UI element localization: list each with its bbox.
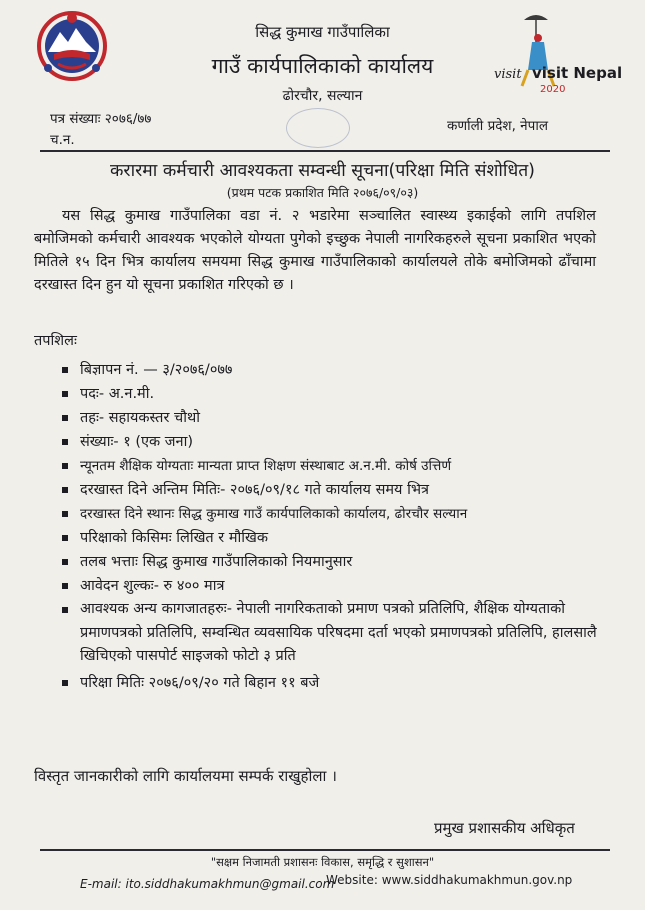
svg-text:visit: visit	[494, 67, 522, 82]
list-item: न्यूनतम शैक्षिक योग्यताः मान्यता प्राप्त शिक्षण संस्थाबाट अ.न.मी. कोर्ष उत्तिर्ण	[58, 454, 598, 478]
list-item: तलब भत्ताः सिद्ध कुमाख गाउँपालिकाको नियमानुसार	[58, 550, 598, 574]
province: कर्णाली प्रदेश, नेपाल	[447, 118, 548, 134]
details-list	[58, 358, 598, 695]
list-item: संख्याः- १ (एक जना)	[58, 430, 598, 454]
logo-year: 2020	[540, 84, 566, 95]
list-item: दरखास्त दिने स्थानः सिद्ध कुमाख गाउँ कार्यपालिकाको कार्यालय, ढोरचौर सल्यान	[58, 502, 598, 526]
signatory: प्रमुख प्रशासकीय अधिकृत	[434, 819, 575, 837]
footer-email: E-mail: ito.siddhakumakhmun@gmail.com	[80, 877, 335, 891]
list-item: परिक्षाको किसिमः लिखित र मौखिक	[58, 526, 598, 550]
list-item: दरखास्त दिने अन्तिम मितिः- २०७६/०९/१८ गते कार्यालय समय भित्र	[58, 478, 598, 502]
header-divider	[40, 150, 610, 152]
office-name: गाउँ कार्यपालिकाको कार्यालय	[211, 54, 434, 78]
list-item: आवश्यक अन्य कागजातहरुः- नेपाली नागरिकताको प्रमाण पत्रको प्रतिलिपि, शैक्षिक योग्यताको प्रमाणपत्रको प्रतिलिपि, सम्वन्धित व्यवसायिक परिषदमा दर्ता भएको प्रमाणपत्रको प्रतिलिपि, हालसालै खिचिएको पासपोर्ट साइजको फोटो ३ प्रति	[58, 598, 598, 669]
notice-body	[34, 205, 596, 297]
footer-divider	[40, 849, 610, 851]
notice-subtitle: (प्रथम पटक प्रकाशित मिति २०७६/०९/०३)	[226, 185, 419, 200]
list-item: बिज्ञापन नं. — ३/२०७६/०७७	[58, 358, 598, 382]
dispatch-number: च.न.	[50, 132, 75, 148]
logo-wordmark: visit Nepal	[532, 64, 623, 82]
org-name: सिद्ध कुमाख गाउँपालिका	[255, 23, 390, 41]
footer-website: Website: www.siddhakumakhmun.gov.np	[326, 873, 573, 887]
list-item: तहः- सहायकस्तर चौथो	[58, 406, 598, 430]
contact-note: विस्तृत जानकारीको लागि कार्यालयमा सम्पर्क राखुहोला ।	[34, 767, 337, 785]
notice-title: करारमा कर्मचारी आवश्यकता सम्वन्धी सूचना(परिक्षा मिति संशोधित)	[109, 161, 536, 181]
list-item: परिक्षा मितिः २०७६/०९/२० गते बिहान ११ बजे	[58, 671, 598, 695]
office-stamp-icon	[286, 108, 350, 148]
office-address: ढोरचौर, सल्यान	[282, 88, 363, 104]
footer-slogan: "सक्षम निजामती प्रशासनः विकास, समृद्धि र सुशासन"	[210, 855, 435, 869]
letter-number: पत्र संख्याः २०७६/७७	[50, 111, 152, 127]
list-item: पदः- अ.न.मी.	[58, 382, 598, 406]
notice-body-text: यस सिद्ध कुमाख गाउँपालिका वडा नं. २ भडारेमा सञ्चालित स्वास्थ्य इकाईको लागि तपशिल बमोजिमको कर्मचारी आवश्यक भएकोले योग्यता पुगेको इच्छुक नेपाली नागरिकहरुले सूचना प्रकाशित भएको मितिले १५ दिन भित्र कार्यालय समयमा सिद्ध कुमाख गाउँपालिकाको कार्यालयले तोके बमोजिमको ढाँचामा दरखास्त दिन हुन यो सूचना प्रकाशित गरिएको छ ।	[34, 208, 596, 293]
list-item: आवेदन शुल्कः- रु ४०० मात्र	[58, 574, 598, 598]
details-label: तपशिलः	[34, 333, 77, 349]
